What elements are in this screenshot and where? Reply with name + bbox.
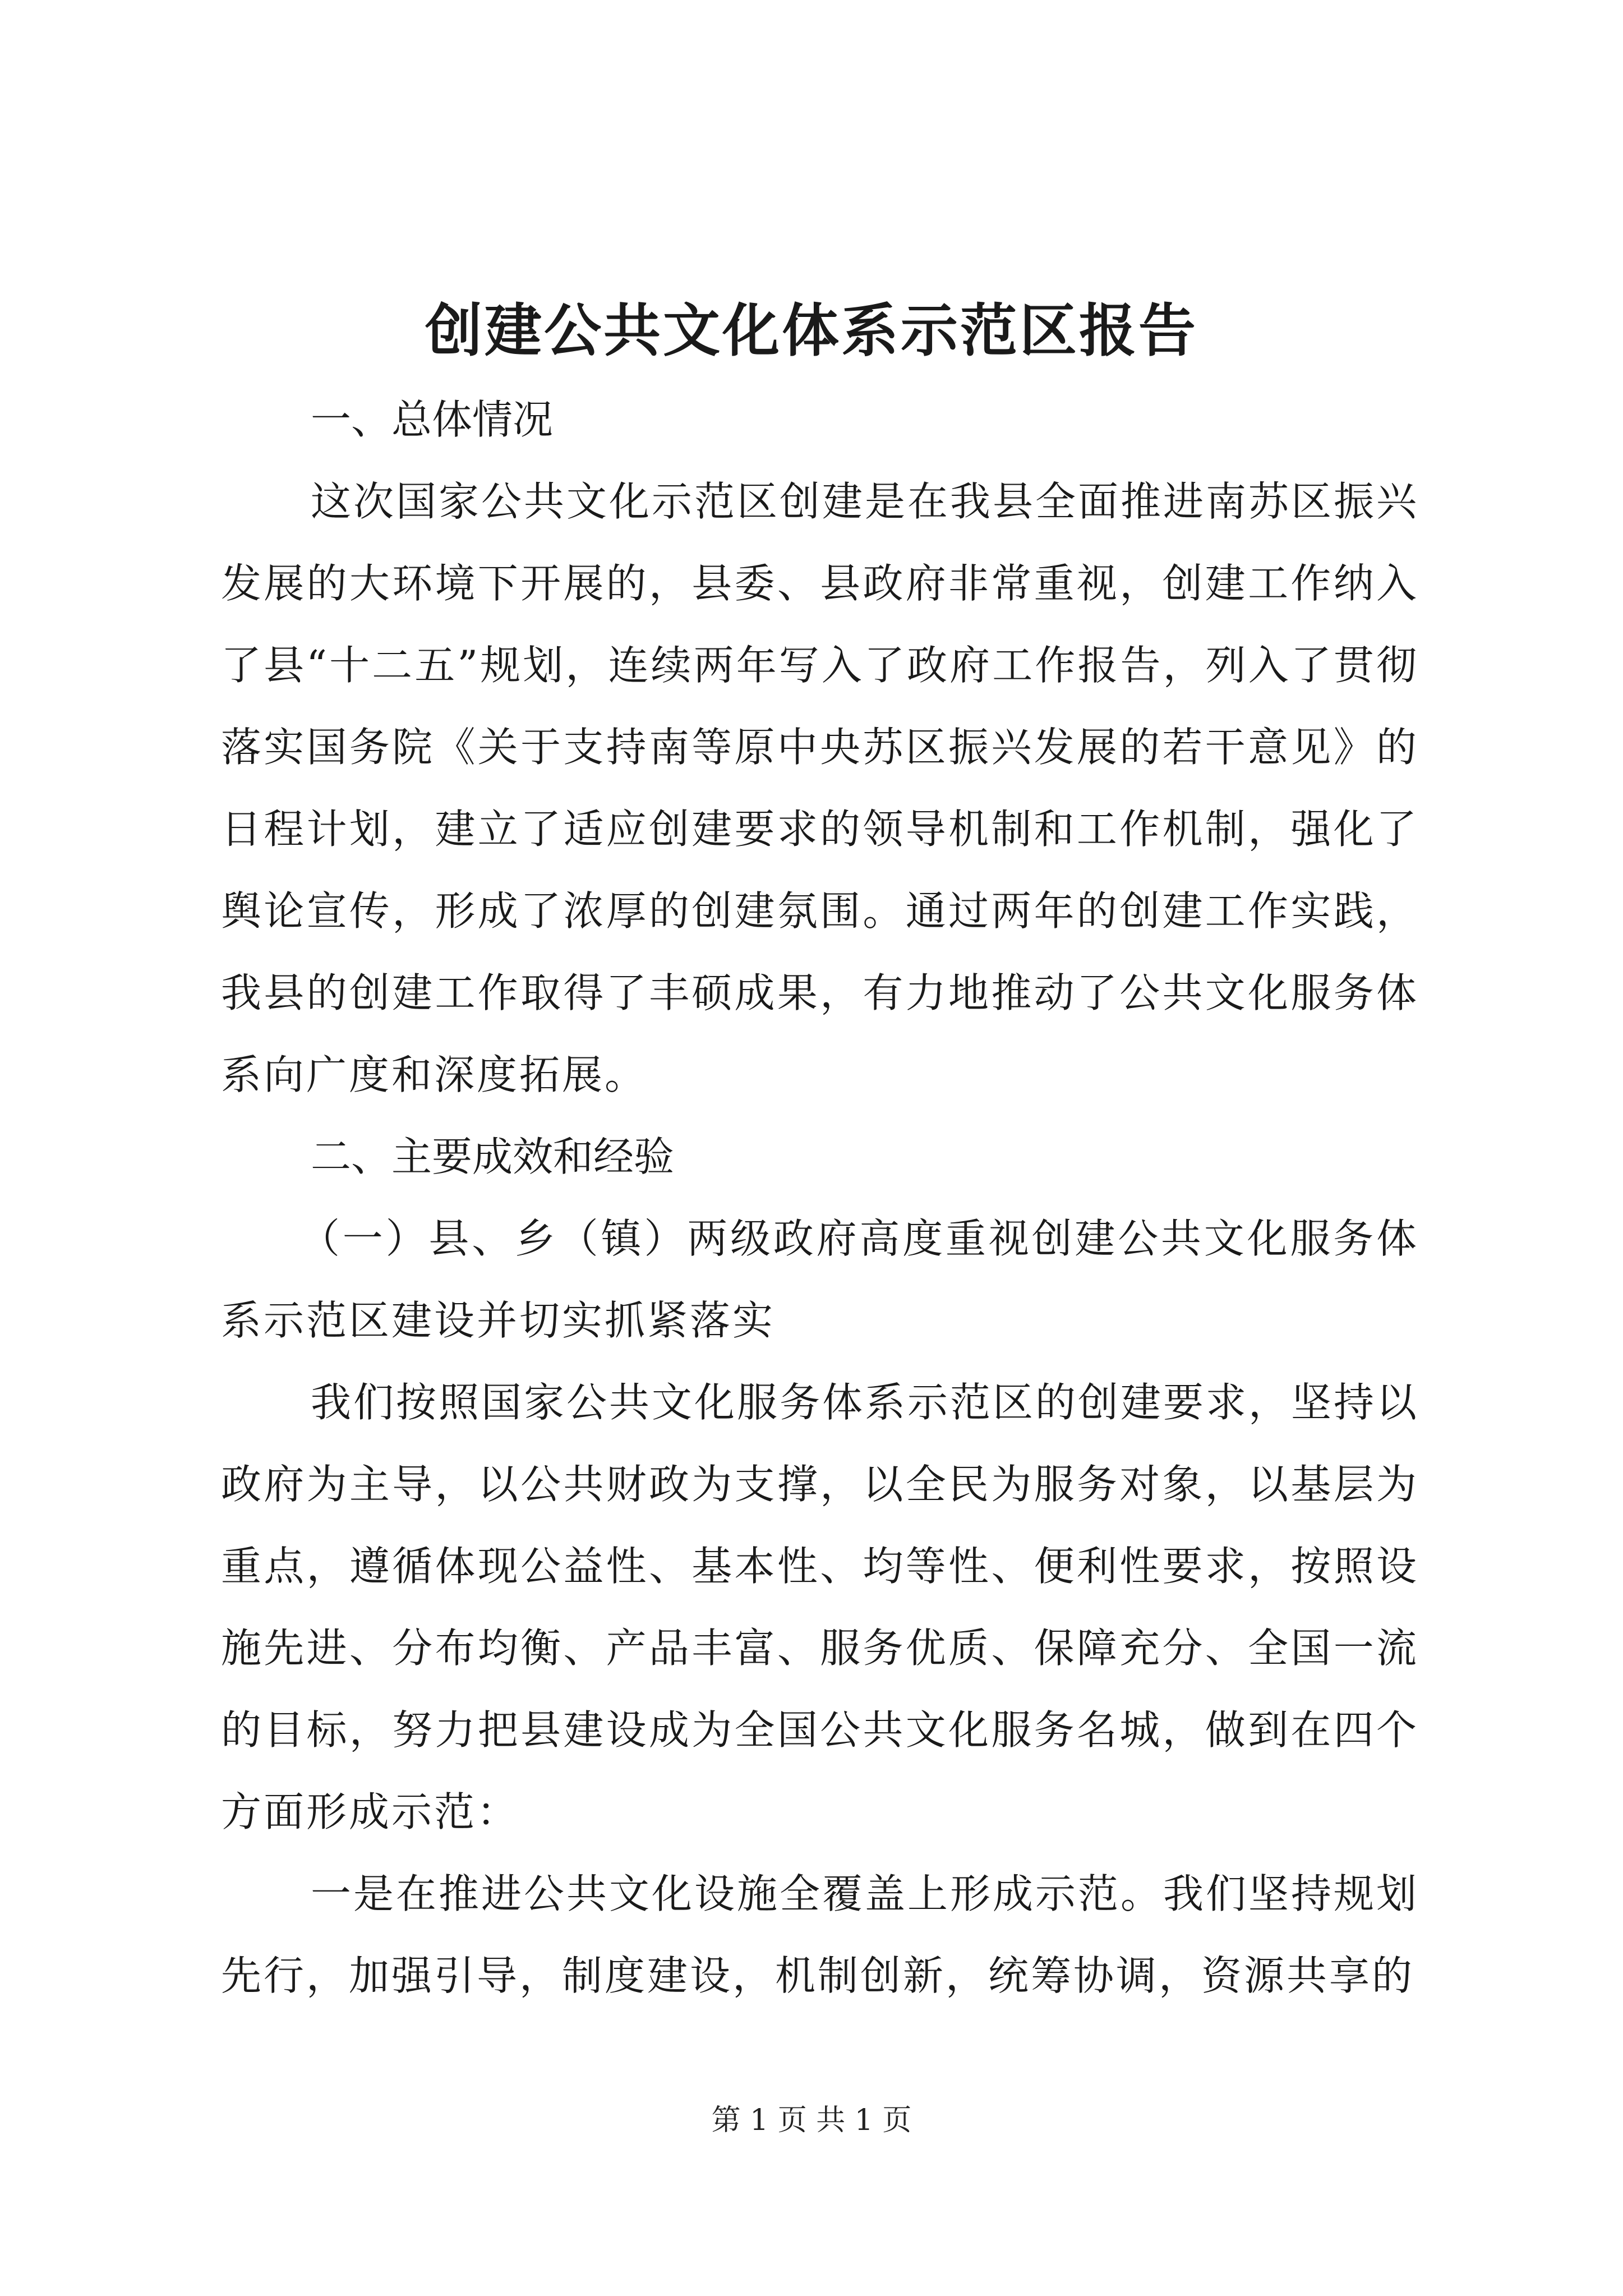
page-footer: 第 1 页 共 1 页 bbox=[711, 2104, 912, 2137]
document-body bbox=[221, 379, 1419, 2017]
section-paragraph-overview: 这次国家公共文化示范区创建是在我县全面推进南苏区振兴发展的大环境下开展的，县委、县政府非常重视，创建工作纳入了县“十二五”规划，连续两年写入了政府工作报告，列入了贯彻落实国务院《关于支持南等原中央苏区振兴发展的若干意见》的日程计划，建立了适应创建要求的领导机制和工作机制，强化了舆论宣传，形成了浓厚的创建氛围。通过两年的创建工作实践，我县的创建工作取得了丰硕成果，有力地推动了公共文化服务体系向广度和深度拓展。 bbox=[221, 478, 1419, 1098]
section-heading-overview: 一、总体情况 bbox=[311, 396, 554, 443]
point-paragraph-facilities: 一是在推进公共文化设施全覆盖上形成示范。我们坚持规划先行，加强引导，制度建设，机制创新，统筹协调，资源共享的 bbox=[221, 1870, 1419, 1999]
subsection-heading-government: （一）县、乡（镇）两级政府高度重视创建公共文化服务体系示范区建设并切实抓紧落实 bbox=[221, 1215, 1419, 1344]
section-heading-achievements: 二、主要成效和经验 bbox=[311, 1133, 675, 1180]
document-title: 创建公共文化体系示范区报告 bbox=[425, 297, 1198, 365]
subsection-paragraph-goals: 我们按照国家公共文化服务体系示范区的创建要求，坚持以政府为主导，以公共财政为支撑，以全民为服务对象，以基层为重点，遵循体现公益性、基本性、均等性、便利性要求，按照设施先进、分布均衡、产品丰富、服务优质、保障充分、全国一流的目标，努力把县建设成为全国公共文化服务名城，做到在四个方面形成示范： bbox=[221, 1379, 1419, 1835]
